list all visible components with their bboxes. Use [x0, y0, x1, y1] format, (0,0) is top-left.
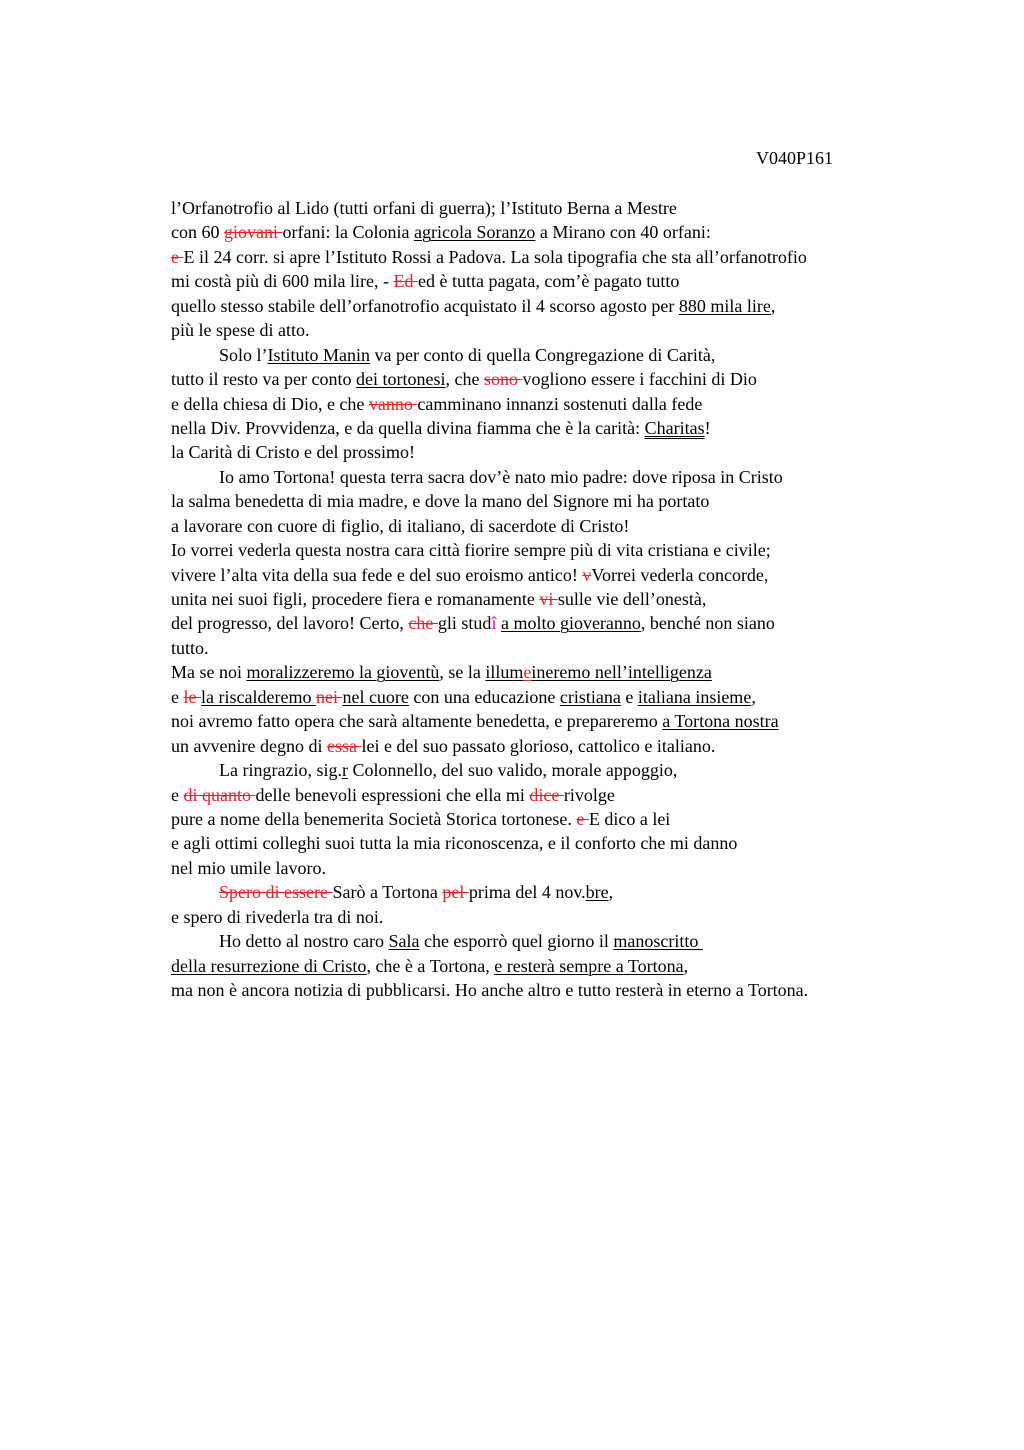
underlined-text: manoscritto: [613, 931, 703, 952]
underlined-text: cristiana: [559, 686, 621, 707]
text-line: [171, 856, 971, 880]
text-line: [171, 538, 971, 562]
text-run: E il 24 corr. si apre l’Istituto Rossi a Padova. La sola tipografia che sta all’orfanotrofio: [183, 246, 807, 267]
text-run: , benché non siano: [640, 613, 775, 634]
text-run: e: [620, 686, 638, 707]
text-line: [171, 343, 971, 367]
text-run: Solo l’: [219, 344, 268, 365]
text-run: ma non è ancora notizia di pubblicarsi. Ho anche altro e tutto resterà in eterno a Tortona.: [171, 980, 809, 1000]
text-run: La ringrazio, sig.: [219, 760, 342, 781]
text-line: [171, 734, 971, 758]
text-run: e agli ottimi colleghi suoi tutta la mia riconoscenza, e il conforto che mi danno: [171, 833, 738, 854]
text-line: [171, 416, 971, 440]
text-run: nel mio umile lavoro.: [171, 857, 326, 878]
text-line: [171, 709, 971, 733]
text-run: ,: [770, 295, 776, 316]
text-line: [171, 489, 971, 513]
inserted-text: e: [523, 662, 532, 683]
text-run: va per conto di quella Congregazione di Carità,: [370, 344, 716, 365]
text-run: più le spese di atto.: [171, 320, 310, 341]
deleted-text: e: [171, 246, 184, 267]
text-run: un avvenire degno di: [171, 735, 327, 756]
underlined-text: a molto gioveranno: [500, 613, 641, 634]
text-run: , che: [445, 369, 484, 390]
text-run: !: [704, 417, 711, 438]
text-run: nella Div. Provvidenza, e da quella divina fiamma che è la carità:: [171, 417, 645, 438]
text-run: ed è tutta pagata, com’è pagato tutto: [417, 271, 680, 292]
underlined-text: italiana insieme: [637, 686, 752, 707]
text-run: e: [171, 784, 184, 805]
text-run: unita nei suoi figli, procedere fiera e romanamente: [171, 589, 540, 609]
letter-body: [171, 196, 971, 1002]
text-line: [171, 440, 971, 464]
text-line: [171, 783, 971, 807]
text-run: con 60: [171, 222, 224, 243]
text-run: Ho detto al nostro caro: [219, 931, 389, 952]
underlined-text: moralizzeremo la gioventù: [246, 662, 440, 683]
underlined-text: e resterà sempre a Tortona: [494, 955, 684, 976]
text-run: noi avremo fatto opera che sarà altamente benedetta, e prepareremo: [171, 711, 663, 732]
deleted-text: sono: [483, 369, 523, 390]
underlined-text: nel cuore: [342, 686, 409, 707]
text-run: a lavorare con cuore di figlio, di italiano, di sacerdote di Cristo!: [171, 515, 630, 536]
text-line: [171, 514, 971, 538]
underlined-text: r: [341, 760, 348, 781]
text-run: la salma benedetta di mia madre, e dove la mano del Signore mi ha portato: [171, 491, 710, 512]
text-run: Vorrei vederla concorde,: [591, 564, 769, 585]
text-run: ,: [683, 955, 689, 976]
text-run: vogliono essere i facchini di Dio: [522, 369, 757, 390]
double-underlined-text: Charitas: [644, 417, 705, 438]
text-run: orfani: la Colonia: [282, 222, 414, 243]
text-line: [171, 196, 971, 220]
text-run: ,: [608, 882, 614, 903]
text-run: pure a nome della benemerita Società Storica tortonese.: [171, 808, 577, 829]
text-line: [171, 318, 971, 342]
text-line: [171, 660, 971, 684]
text-run: tutto il resto va per conto: [171, 369, 356, 390]
marked-character: î: [491, 613, 497, 634]
text-run: camminano innanzi sostenuti dalla fede: [417, 393, 703, 414]
underlined-text: Istituto Manin: [267, 344, 371, 365]
text-line: [171, 978, 971, 1002]
text-run: del progresso, del lavoro! Certo,: [171, 613, 409, 634]
underlined-text: ineremo nell’intelligenza: [531, 662, 712, 683]
text-line: [171, 269, 971, 293]
underlined-text: Sala: [388, 931, 420, 952]
underlined-text: illum: [485, 662, 524, 683]
text-run: con una educazione: [408, 686, 560, 707]
text-run: , che è a Tortona,: [366, 955, 495, 976]
text-run: vivere l’alta vita della sua fede e del suo eroismo antico!: [171, 564, 583, 585]
deleted-text: vanno: [368, 393, 418, 414]
text-run: la Carità di Cristo e del prossimo!: [171, 442, 415, 463]
deleted-text: pel: [442, 882, 469, 903]
underlined-text: bre: [585, 882, 609, 903]
text-line: [171, 929, 971, 953]
text-run: lei e del suo passato glorioso, cattolico e italiano.: [361, 735, 716, 756]
text-line: [171, 611, 971, 635]
text-line: [171, 220, 971, 244]
text-line: [171, 685, 971, 709]
deleted-text: le: [183, 686, 201, 707]
text-run: sulle vie dell’onestà,: [557, 589, 707, 609]
text-run: e: [171, 686, 184, 707]
text-run: ,: [751, 686, 756, 707]
text-run: Sarò a Tortona: [332, 882, 443, 903]
underlined-text: 880 mila lire: [678, 295, 771, 316]
text-line: [171, 880, 971, 904]
text-run: tutto.: [171, 637, 209, 658]
text-run: delle benevoli espressioni che ella mi: [255, 784, 530, 805]
text-run: E dico a lei: [588, 808, 671, 829]
text-line: [171, 905, 971, 929]
text-run: e spero di rivederla tra di noi.: [171, 906, 384, 927]
text-run: Ma se noi: [171, 662, 247, 683]
underlined-text: dei tortonesi: [355, 369, 446, 390]
deleted-text: e: [576, 808, 589, 829]
text-line: [171, 587, 971, 611]
text-line: [171, 758, 971, 782]
text-line: [171, 465, 971, 489]
text-run: quello stesso stabile dell’orfanotrofio acquistato il 4 scorso agosto per: [171, 295, 679, 316]
deleted-text: che: [408, 613, 438, 634]
deleted-text: Spero di essere: [219, 882, 333, 903]
deleted-text: v: [582, 564, 592, 585]
text-line: [171, 392, 971, 416]
text-run: che esporrò quel giorno il: [419, 931, 614, 952]
text-line: [171, 831, 971, 855]
page-id-header: V040P161: [756, 148, 834, 168]
text-line: [171, 807, 971, 831]
deleted-text: essa: [326, 735, 362, 756]
text-line: [171, 367, 971, 391]
text-run: mi costà più di 600 mila lire, -: [171, 271, 394, 292]
text-line: [171, 954, 971, 978]
underlined-text: a Tortona nostra: [662, 711, 779, 732]
underlined-text: agricola Soranzo: [413, 222, 536, 243]
deleted-text: nei: [315, 686, 343, 707]
underlined-text: della resurrezione di Cristo: [171, 955, 367, 976]
deleted-text: vi: [539, 589, 558, 609]
text-run: Colonnello, del suo valido, morale appoggio,: [347, 760, 678, 781]
text-run: Io amo Tortona! questa terra sacra dov’è nato mio padre: dove riposa in Cristo: [219, 466, 783, 487]
text-run: rivolge: [563, 784, 615, 805]
deleted-text: di quanto: [183, 784, 256, 805]
deleted-text: Ed: [393, 271, 418, 292]
deleted-text: giovani: [224, 222, 283, 243]
text-run: gli stud: [437, 613, 492, 634]
text-line: [171, 245, 971, 269]
text-line: [171, 636, 971, 660]
deleted-text: dice: [529, 784, 564, 805]
text-run: a Mirano con 40 orfani:: [535, 222, 711, 243]
text-run: Io vorrei vederla questa nostra cara città fiorire sempre più di vita cristiana e civile;: [171, 540, 771, 561]
text-line: [171, 563, 971, 587]
text-line: [171, 294, 971, 318]
underlined-text: la riscalderemo: [201, 686, 316, 707]
text-run: e della chiesa di Dio, e che: [171, 393, 369, 414]
text-run: l’Orfanotrofio al Lido (tutti orfani di guerra); l’Istituto Berna a Mestre: [171, 198, 677, 218]
text-run: , se la: [439, 662, 486, 683]
text-run: prima del 4 nov.: [468, 882, 586, 903]
